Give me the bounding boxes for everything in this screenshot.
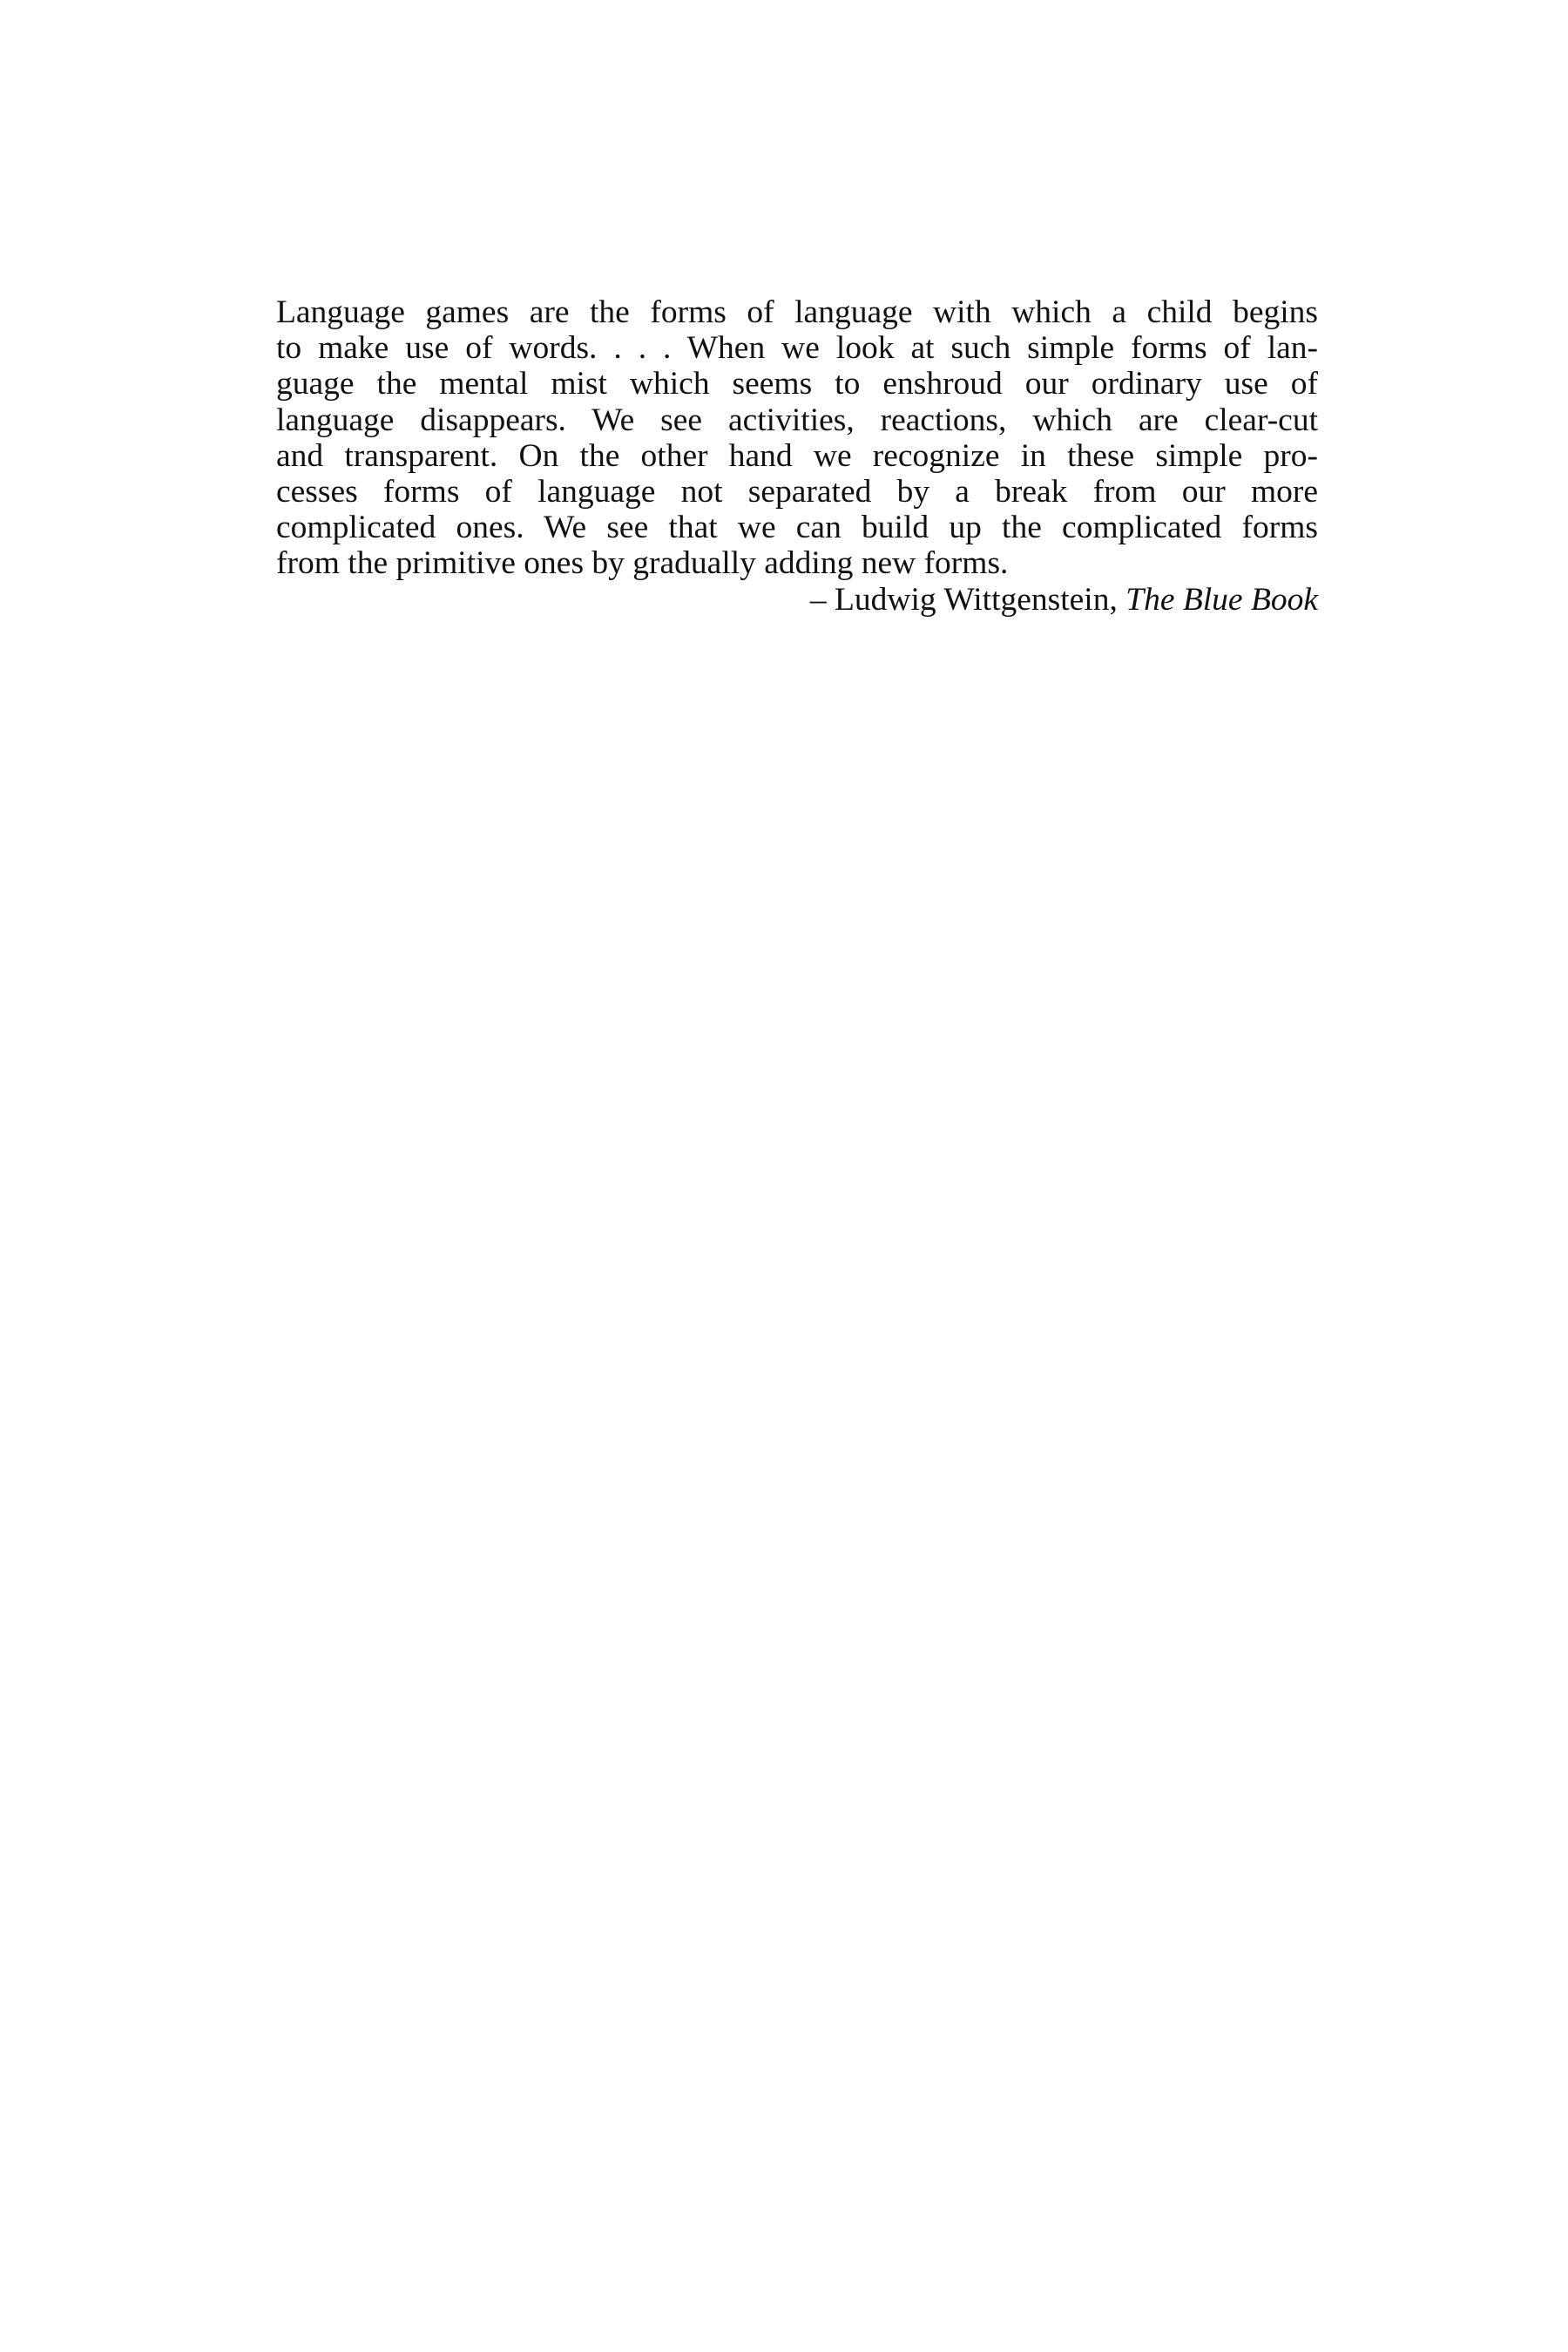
quote-line: from the primitive ones by gradually adding new forms. <box>276 545 1009 582</box>
quote-line: guage the mental mist which seems to enshroud our ordinary use of <box>276 366 1318 402</box>
quote-line: complicated ones. We see that we can build up the complicated forms <box>276 510 1318 546</box>
attribution-book-title: The Blue Book <box>1125 581 1318 618</box>
quote-line: and transparent. On the other hand we recognize in these simple pro- <box>276 437 1318 474</box>
epigraph-quote <box>276 294 1318 618</box>
attribution-author: – Ludwig Wittgenstein, <box>809 581 1126 618</box>
quote-line: to make use of words. . . . When we look at such simple forms of lan- <box>276 330 1318 367</box>
quote-attribution <box>276 582 1318 618</box>
quote-line: Language games are the forms of language with which a child begins <box>276 294 1318 330</box>
quote-line: language disappears. We see activities, reactions, which are clear-cut <box>276 402 1318 438</box>
quote-line: cesses forms of language not separated by a break from our more <box>276 473 1318 510</box>
